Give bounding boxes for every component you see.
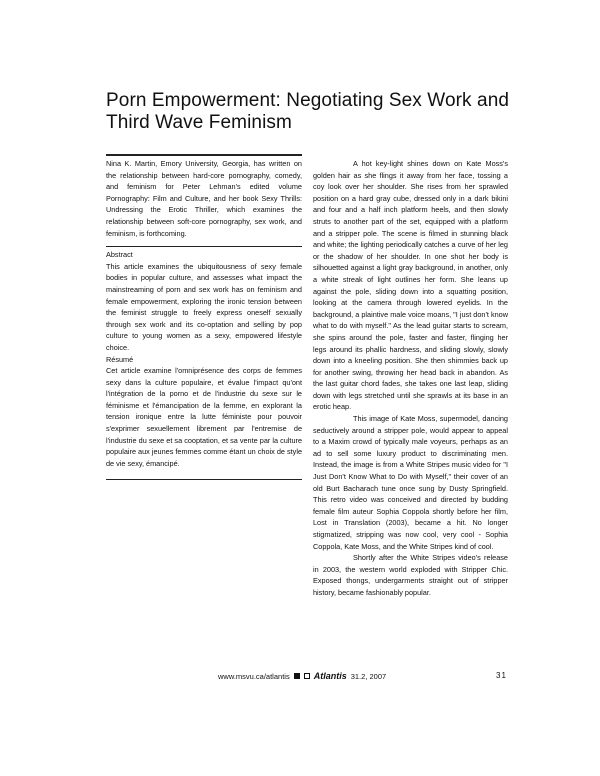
page-number: 31 (496, 671, 507, 680)
body-paragraph: A hot key-light shines down on Kate Moss's golden hair as she flings it away from her face, tossing a coy look over her shoulder. She rises from her sprawled position on a hard gray cube, dressed only in a dark bikini and four and a half inch platform heels, and then slowly struts to another part of the set, equipped with a platform and a stripper pole. The scene is filmed in stunning black and white; the lighting periodically catches a curve of her leg or the shadow of her shoulder. In one shot her body is silhouetted against a light gray background, in another, only a white streak of light outlines her form. She leans up against the pole, sliding down into a squatting position, looking at the camera through lowered eyelids. In the background, a plaintive male voice moans, "I just don't know what to do with myself." As the lead guitar starts to scream, she spins around the pole, faster and faster, flinging her legs around its phallic hardness, and sliding slowly, slowly down into a kneeling position. She then shimmies back up for another swing, throwing her head back in abandon. As the last guitar chord fades, she takes one last leap, sliding down with legs stretched until she sprawls at its base in an erotic heap. (313, 159, 508, 412)
abstract-rule (106, 246, 302, 247)
journal-name: Atlantis (313, 671, 347, 681)
abstract-text: This article examines the ubiquitousness of sexy female bodies in popular culture, and assesses what impact the mainstreaming of porn and sex work has on feminism and female empowerment, exploring the ironic tension between the feminist struggle to freely express oneself sexually through sex work and its co-optation and selling by pop culture to young women as a sexy, empowered lifestyle choice. (106, 261, 302, 352)
body-paragraph: Shortly after the White Stripes video's release in 2003, the western world exploded with Stripper Chic. Exposed thongs, undergarments straight out of stripper history, became fashionably popular. (313, 553, 508, 597)
body-paragraph: This image of Kate Moss, supermodel, dancing seductively around a stripper pole, would appear to appeal to a Maxim crowd of typically male voyeurs, perhaps as an ad to sell some luxury product to discriminating men. Instead, the image is from a White Stripes music video for "I Just Don't Know What to Do with Myself," their cover of an old Burt Bacharach tune once sung by Dusty Springfield. This retro video was conceived and directed by budding female film auteur Sophia Coppola shortly before her film, Lost in Translation (2003), became a hit. No longer stigmatized, stripping was now cool, very cool - Sophia Coppola, Kate Moss, and the White Stripes kind of cool. (313, 414, 508, 551)
abstract-heading: Abstract (106, 250, 133, 260)
journal-url: www.msvu.ca/atlantis (218, 671, 290, 681)
page-footer (218, 671, 386, 681)
article-title: Porn Empowerment: Negotiating Sex Work and Third Wave Feminism (106, 90, 510, 133)
top-rule (106, 154, 302, 156)
journal-issue: 31.2, 2007 (350, 671, 387, 681)
resume-heading: Résumé (106, 354, 134, 364)
resume-text: Cet article examine l'omniprésence des corps de femmes sexy dans la culture populaire, et évalue l'impact qu'ont l'intégration de la porno et de l'industrie du sexe sur le féminisme et l'émancipation de la femme, en explorant la tension ironique entre la lutte féministe pour pouvoir s'exprimer sexuellement librement par l'entremise de l'industrie du sexe et sa cooptation, et sa vente par la culture populaire aux jeunes femmes comme étant un choix de style de vie sexy, émancipé. (106, 366, 302, 468)
author-bio: Nina K. Martin, Emory University, Georgia, has written on the relationship between hard-core pornography, comedy, and feminism for Peter Lehman's edited volume Pornography: Film and Culture, and her book Sexy Thrills: Undressing the Erotic Thriller, which examines the relationship between soft-core pornography, sex work, and feminism, is forthcoming. (106, 159, 302, 238)
bottom-rule (106, 479, 302, 480)
left-column (106, 154, 302, 480)
hollow-square-icon (304, 673, 310, 679)
filled-square-icon (294, 673, 300, 679)
body-column (313, 158, 508, 599)
